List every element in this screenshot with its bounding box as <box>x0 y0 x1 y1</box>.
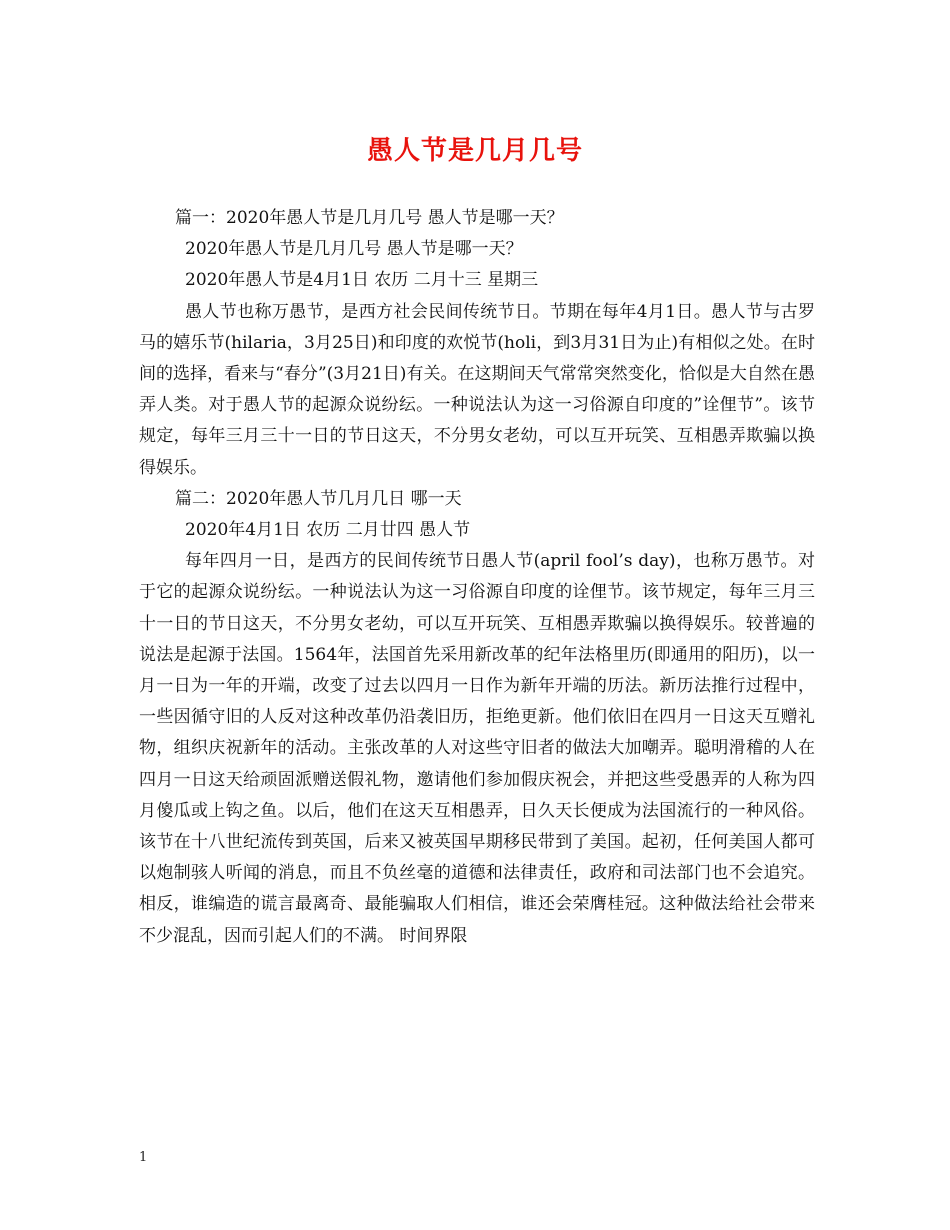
section1-paragraph: 愚人节也称万愚节，是西方社会民间传统节日。节期在每年4月1日。愚人节与古罗马的嬉乐节(hilaria，3月25日)和印度的欢悦节(holi，到3月31日为止)有相似之处。在时间的选择，看来与“春分”(3月21日)有关。在这期间天气常常突然变化，恰似是大自然在愚弄人类。对于愚人节的起源众说纷纭。一种说法认为这一习俗源自印度的”诠俚节”。该节规定，每年三月三十一日的节日这天，不分男女老幼，可以互开玩笑、互相愚弄欺骗以换得娱乐。 <box>139 301 815 478</box>
section1-subtitle: 2020年愚人节是几月几号 愚人节是哪一天？ <box>185 239 523 260</box>
section2-date: 2020年4月1日 农历 二月廿四 愚人节 <box>185 519 471 540</box>
document-body <box>139 203 815 952</box>
section2-paragraph: 每年四月一日，是西方的民间传统节日愚人节(april fool’s day)，也称万愚节。对于它的起源众说纷纭。一种说法认为这一习俗源自印度的诠俚节。该节规定，每年三月三十一日的节日这天，不分男女老幼，可以互开玩笑、互相愚弄欺骗以换得娱乐。较普遍的说法是起源于法国。1564年，法国首先采用新改革的纪年法格里历(即通用的阳历)，以一月一日为一年的开端，改变了过去以四月一日作为新年开端的历法。新历法推行过程中，一些因循守旧的人反对这种改革仍沿袭旧历，拒绝更新。他们依旧在四月一日这天互赠礼物，组织庆祝新年的活动。主张改革的人对这些守旧者的做法大加嘲弄。聪明滑稽的人在四月一日这天给顽固派赠送假礼物，邀请他们参加假庆祝会，并把这些受愚弄的人称为四月傻瓜或上钩之鱼。以后，他们在这天互相愚弄，日久天长便成为法国流行的一种风俗。该节在十八世纪流传到英国，后来又被英国早期移民带到了美国。起初，任何美国人都可以炮制骇人听闻的消息，而且不负丝毫的道德和法律责任，政府和司法部门也不会追究。相反，谁编造的谎言最离奇、最能骗取人们相信，谁还会荣膺桂冠。这种做法给社会带来不少混乱，因而引起人们的不满。 时间界限 <box>139 551 815 946</box>
page-number: 1 <box>139 1150 148 1165</box>
section1-heading: 篇一：2020年愚人节是几月几号 愚人节是哪一天？ <box>175 208 564 228</box>
section1-date: 2020年愚人节是4月1日 农历 二月十三 星期三 <box>185 270 539 291</box>
section2-heading: 篇二：2020年愚人节几月几日 哪一天 <box>175 488 462 509</box>
document-title: 愚人节是几月几号 <box>366 136 583 166</box>
